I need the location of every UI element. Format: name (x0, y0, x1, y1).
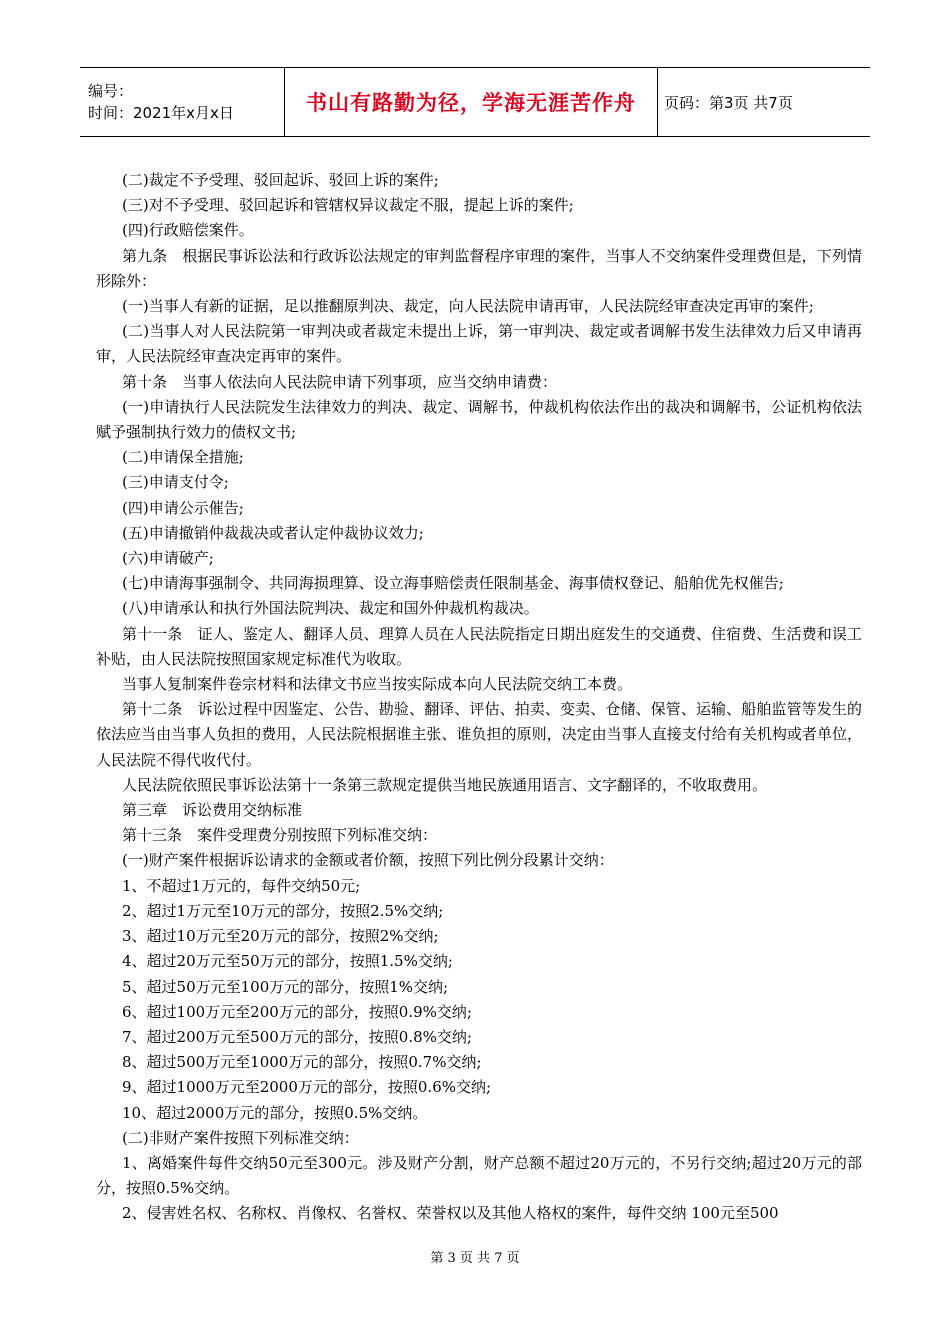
list-item: 5、超过50万元至100万元的部分，按照1%交纳; (122, 977, 449, 996)
paragraph: 第十条 当事人依法向人民法院申请下列事项，应当交纳申请费： (122, 372, 558, 391)
paragraph: (三)对不予受理、驳回起诉和管辖权异议裁定不服，提起上诉的案件; (122, 196, 574, 215)
paragraph: 第十二条 诉讼过程中因鉴定、公告、勘验、翻译、评估、拍卖、变卖、仓储、保管、运输、船舶监管等发生的依法应当由当事人负担的费用，人民法院根据谁主张、谁负担的原则，决定由当事人直接支付给有关机构或者单位，人民法院不得代收代付。 (96, 700, 862, 769)
list-item: 9、超过1000万元至2000万元的部分，按照0.6%交纳; (122, 1078, 492, 1097)
list-item: 7、超过200万元至500万元的部分，按照0.8%交纳; (122, 1027, 472, 1046)
header-page-label: 页码：第3页 共7页 (664, 93, 793, 112)
page-footer: 第 3 页 共 7 页 (430, 1251, 520, 1266)
paragraph: 人民法院依照民事诉讼法第十一条第三款规定提供当地民族通用语言、文字翻译的，不收取费用。 (122, 775, 768, 794)
paragraph: (八)申请承认和执行外国法院判决、裁定和国外仲裁机构裁决。 (122, 599, 539, 618)
paragraph: (一)申请执行人民法院发生法律效力的判决、裁定、调解书，仲裁机构依法作出的裁决和调解书，公证机构依法赋予强制执行效力的债权文书; (96, 397, 862, 442)
list-item: 4、超过20万元至50万元的部分，按照1.5%交纳; (122, 952, 453, 971)
header-motto: 书山有路勤为径，学海无涯苦作舟 (306, 91, 636, 115)
list-item: 10、超过2000万元的部分，按照0.5%交纳。 (122, 1103, 428, 1122)
paragraph: (五)申请撤销仲裁裁决或者认定仲裁协议效力; (122, 523, 424, 542)
header-meta-cell (80, 68, 285, 137)
list-item: 1、离婚案件每件交纳50元至300元。涉及财产分割，财产总额不超过20万元的，不另行交纳;超过20万元的部分，按照0.5%交纳。 (96, 1153, 862, 1198)
header-page-cell (658, 68, 871, 137)
paragraph: (三)申请支付令; (122, 473, 229, 492)
list-item: 2、超过1万元至10万元的部分，按照2.5%交纳; (122, 901, 444, 920)
list-item: 2、侵害姓名权、名称权、肖像权、名誉权、荣誉权以及其他人格权的案件，每件交纳 100元至500 (122, 1204, 779, 1223)
paragraph: (六)申请破产; (122, 549, 214, 568)
list-item: 3、超过10万元至20万元的部分，按照2%交纳; (122, 927, 439, 946)
list-item: 6、超过100万元至200万元的部分，按照0.9%交纳; (122, 1002, 472, 1021)
paragraph: 第十三条 案件受理费分别按照下列标准交纳： (122, 826, 438, 845)
paragraph: 当事人复制案件卷宗材料和法律文书应当按实际成本向人民法院交纳工本费。 (122, 675, 633, 694)
paragraph: (二)申请保全措施; (122, 448, 244, 467)
list-item: 8、超过500万元至1000万元的部分，按照0.7%交纳; (122, 1053, 482, 1072)
header-motto-cell (285, 68, 658, 137)
chapter-heading: 第三章 诉讼费用交纳标准 (122, 801, 303, 820)
document-header (80, 67, 870, 137)
paragraph: (七)申请海事强制令、共同海损理算、设立海事赔偿责任限制基金、海事债权登记、船舶优先权催告; (122, 574, 784, 593)
paragraph: (一)当事人有新的证据，足以推翻原判决、裁定，向人民法院申请再审，人民法院经审查决定再审的案件; (122, 297, 814, 316)
list-item: 1、不超过1万元的，每件交纳50元; (122, 876, 361, 895)
paragraph: 第十一条 证人、鉴定人、翻译人员、理算人员在人民法院指定日期出庭发生的交通费、住宿费、生活费和误工补贴，由人民法院按照国家规定标准代为收取。 (96, 624, 862, 668)
document-time-label: 时间：2021年x月x日 (88, 104, 234, 122)
paragraph: (四)行政赔偿案件。 (122, 221, 254, 240)
paragraph: (二)当事人对人民法院第一审判决或者裁定未提出上诉，第一审判决、裁定或者调解书发生法律效力后又申请再审，人民法院经审查决定再审的案件。 (96, 322, 862, 366)
paragraph: 第九条 根据民事诉讼法和行政诉讼法规定的审判监督程序审理的案件，当事人不交纳案件受理费但是，下列情形除外： (96, 246, 862, 290)
paragraph: (二)非财产案件按照下列标准交纳： (122, 1128, 359, 1147)
paragraph: (二)裁定不予受理、驳回起诉、驳回上诉的案件; (122, 171, 439, 189)
document-number-label: 编号： (88, 82, 134, 100)
paragraph: (一)财产案件根据诉讼请求的金额或者价额，按照下列比例分段累计交纳： (122, 851, 614, 870)
document-body (96, 168, 862, 1227)
paragraph: (四)申请公示催告; (122, 498, 244, 517)
